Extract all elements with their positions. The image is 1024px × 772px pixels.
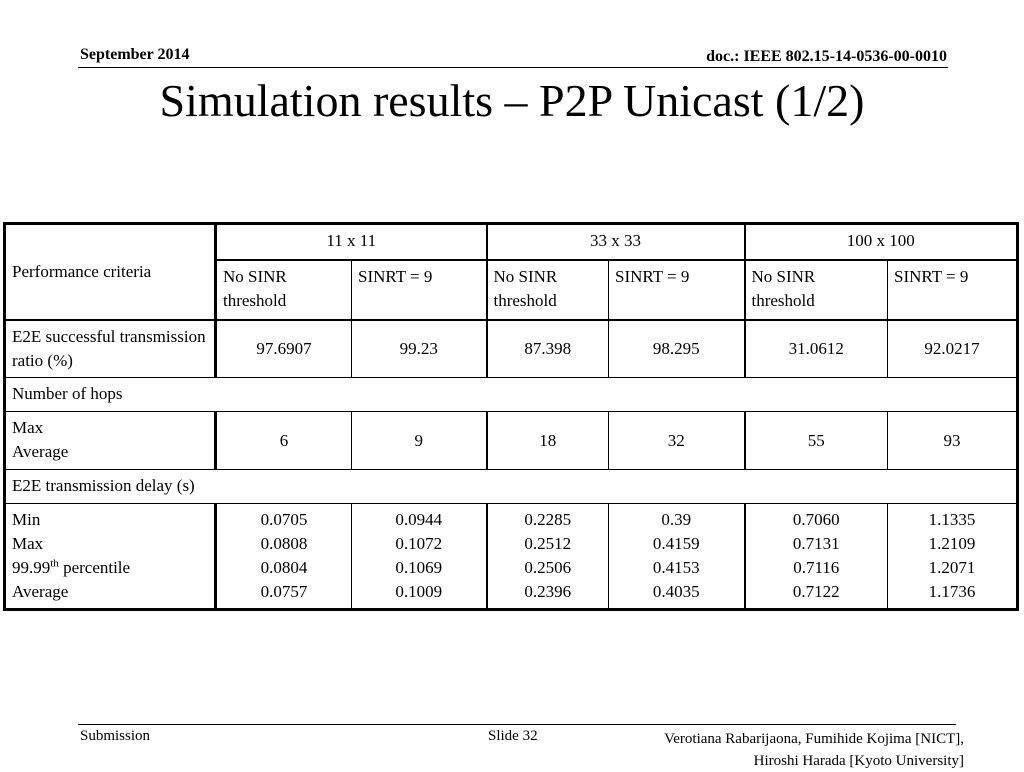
row-label-line: Max	[12, 418, 44, 437]
table-cell: 0.4159	[652, 534, 700, 553]
table-cell: 0.2285	[524, 510, 572, 529]
table-cell: 0.2396	[524, 582, 572, 601]
table-cell: 0.7060	[792, 510, 840, 529]
table-cell: 0.1072	[395, 534, 443, 553]
footer-slide-number: Slide 32	[488, 728, 538, 744]
row-label-line: Average	[12, 582, 69, 601]
footer-submission: Submission	[80, 728, 151, 744]
section-row-hops: Number of hops	[5, 378, 1018, 412]
grid-header-33: 33 x 33	[487, 224, 745, 260]
subheader: No SINR threshold	[745, 260, 888, 320]
table-cell: 55	[745, 412, 888, 470]
row-label-line: Min	[12, 510, 41, 529]
table-cell: 1.2109	[928, 534, 976, 553]
header-doc-id: doc.: IEEE 802.15-14-0536-00-0010	[706, 48, 947, 65]
table-cell: 0.7131	[792, 534, 840, 553]
table-cell: 0.0808	[260, 534, 308, 553]
criteria-header: Performance criteria	[5, 224, 216, 320]
table-cell: 87.398	[487, 320, 609, 378]
table-cell: 18	[487, 412, 609, 470]
table-cell: 0.7116	[793, 558, 840, 577]
delay-column	[352, 504, 487, 610]
table-cell: 1.1736	[928, 582, 976, 601]
footer-authors-line: Hiroshi Harada [Kyoto University]	[753, 753, 964, 769]
table-cell: 9	[352, 412, 487, 470]
superscript: th	[50, 557, 59, 570]
table-cell: 31.0612	[745, 320, 888, 378]
delay-column	[216, 504, 352, 610]
subheader: SINRT = 9	[609, 260, 745, 320]
slide-title: Simulation results – P2P Unicast (1/2)	[159, 75, 865, 126]
delay-column	[888, 504, 1018, 610]
table-cell: 92.0217	[888, 320, 1018, 378]
delay-column	[745, 504, 888, 610]
table-cell: 0.2512	[524, 534, 572, 553]
table-cell: 0.2506	[524, 558, 572, 577]
table-cell: 6	[216, 412, 352, 470]
grid-header-100: 100 x 100	[745, 224, 1018, 260]
row-label-text: percentile	[58, 558, 131, 577]
row-label-line: Average	[12, 442, 69, 461]
subheader: SINRT = 9	[888, 260, 1018, 320]
table-cell: 1.2071	[928, 558, 976, 577]
results-table	[3, 222, 1019, 611]
table-cell: 1.1335	[928, 510, 976, 529]
section-row-delay: E2E transmission delay (s)	[5, 470, 1018, 504]
table-cell: 0.1069	[395, 558, 443, 577]
table-cell: 0.4035	[652, 582, 700, 601]
table-cell: 0.0757	[260, 582, 308, 601]
table-cell: 97.6907	[216, 320, 352, 378]
table-cell: 99.23	[352, 320, 487, 378]
footer-divider	[78, 724, 956, 725]
table-cell: 98.295	[609, 320, 745, 378]
table-cell: 0.39	[661, 510, 692, 529]
table-cell: 32	[609, 412, 745, 470]
row-label-hops	[5, 412, 216, 470]
table-cell: 0.0944	[395, 510, 443, 529]
delay-column	[609, 504, 745, 610]
header-date: September 2014	[80, 46, 190, 63]
footer-authors	[664, 728, 964, 772]
table-cell: 0.4153	[652, 558, 700, 577]
subheader: No SINR threshold	[487, 260, 609, 320]
delay-column	[487, 504, 609, 610]
table-cell: 0.0705	[260, 510, 308, 529]
table-cell: 0.7122	[792, 582, 840, 601]
table-cell: 0.0804	[260, 558, 308, 577]
row-label-text: 99.99	[12, 558, 51, 577]
table-cell: 0.1009	[395, 582, 443, 601]
row-label-delay	[5, 504, 216, 610]
subheader: SINRT = 9	[352, 260, 487, 320]
subheader: No SINR threshold	[216, 260, 352, 320]
grid-header-11: 11 x 11	[216, 224, 487, 260]
row-label-line	[12, 556, 208, 580]
table-cell: 93	[888, 412, 1018, 470]
row-label-line: Max	[12, 534, 44, 553]
row-label-e2e-ratio: E2E successful transmission ratio (%)	[5, 320, 216, 378]
header-divider	[78, 67, 948, 68]
footer-authors-line: Verotiana Rabarijaona, Fumihide Kojima [NICT],	[664, 731, 964, 747]
